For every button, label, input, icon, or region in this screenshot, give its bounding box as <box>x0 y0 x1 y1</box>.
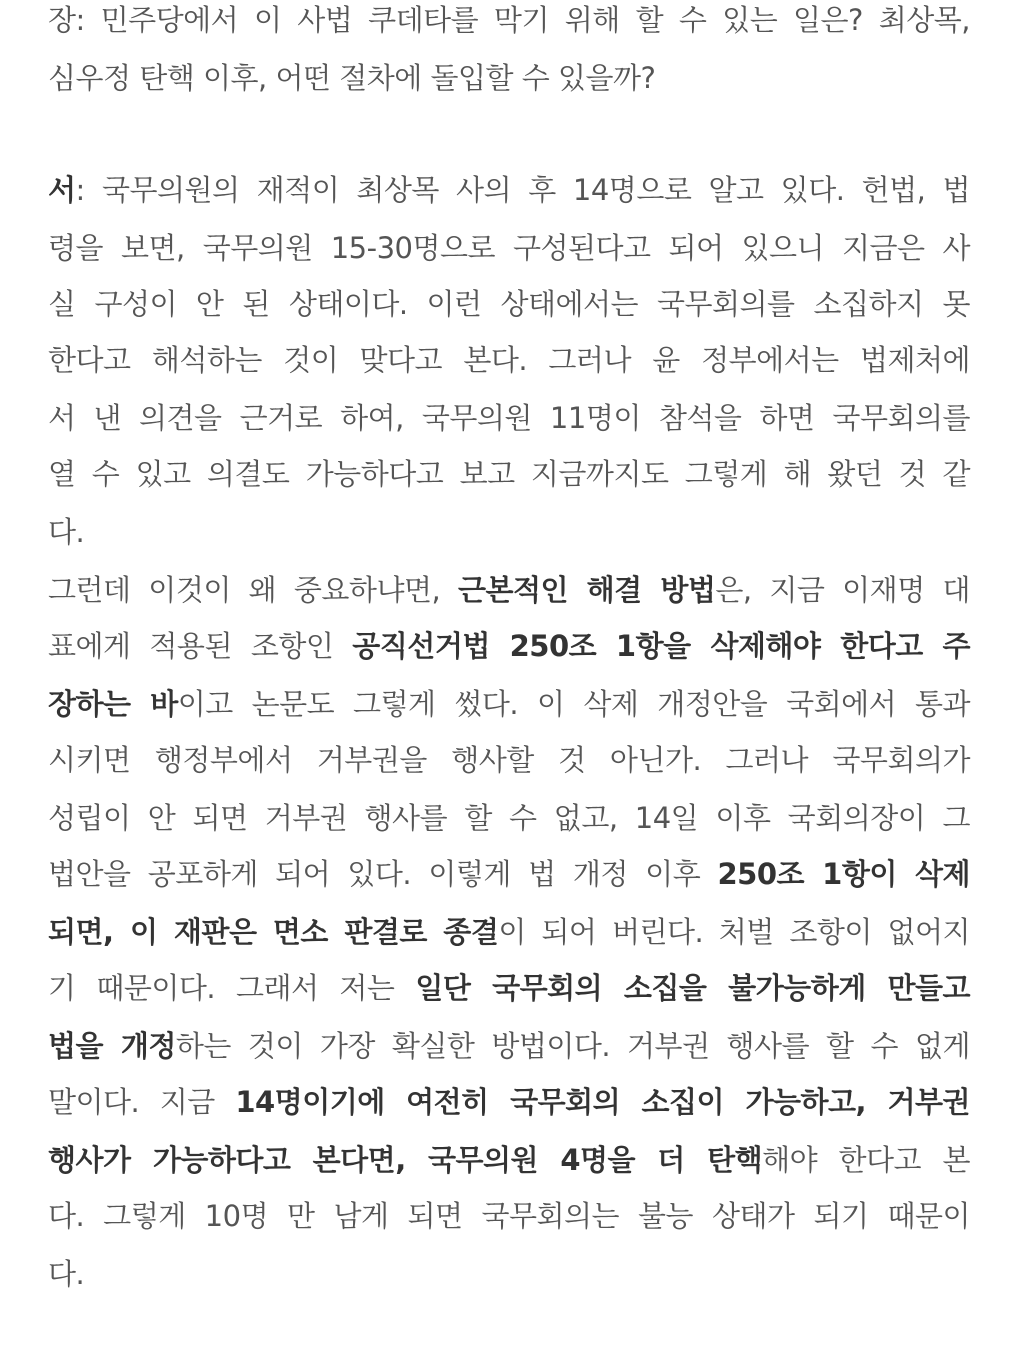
answer-line-7: 다. <box>48 515 85 549</box>
emphasis-text: 되면, 이 재판은 면소 판결로 종결 <box>48 915 499 949</box>
emphasis-text: 장하는 바 <box>48 687 178 721</box>
answer-line-3: 실 구성이 안 된 상태이다. 이런 상태에서는 국무회의를 소집하지 못 <box>48 287 970 321</box>
p2-line-5: 성립이 안 되면 거부권 행사를 할 수 없고, 14일 이후 국회의장이 그 <box>48 801 970 835</box>
emphasis-text: 행사가 가능하다고 본다면, 국무의원 4명을 더 탄핵 <box>48 1143 763 1177</box>
answer-speaker: 서 <box>48 173 76 207</box>
answer-line-5: 서 낸 의견을 근거로 하여, 국무의원 11명이 참석을 하면 국무회의를 <box>48 401 970 435</box>
emphasis-text: 공직선거법 250조 1항을 삭제해야 한다고 주 <box>352 629 971 663</box>
answer-line-4: 한다고 해석하는 것이 맞다고 본다. 그러나 윤 정부에서는 법제처에 <box>48 343 970 377</box>
p2-line-11: 행사가 가능하다고 본다면, 국무의원 4명을 더 탄핵해야 한다고 본 <box>48 1143 970 1177</box>
emphasis-text: 14명이기에 여전히 국무회의 소집이 가능하고, 거부권 <box>235 1085 970 1119</box>
p2-line-8: 기 때문이다. 그래서 저는 일단 국무회의 소집을 불가능하게 만들고 <box>48 971 971 1005</box>
answer-line-2: 령을 보면, 국무의원 15-30명으로 구성된다고 되어 있으니 지금은 사 <box>48 231 970 265</box>
emphasis-text: 250조 1항이 삭제 <box>717 857 971 891</box>
p2-line-9: 법을 개정하는 것이 가장 확실한 방법이다. 거부권 행사를 할 수 없게 <box>48 1029 970 1063</box>
question-line-2: 심우정 탄핵 이후, 어떤 절차에 돌입할 수 있을까? <box>48 61 656 95</box>
answer-line-1: 서: 국무의원의 재적이 최상목 사의 후 14명으로 알고 있다. 헌법, 법 <box>48 173 970 207</box>
emphasis-text: 근본적인 해결 방법 <box>457 573 716 607</box>
p2-line-7: 되면, 이 재판은 면소 판결로 종결이 되어 버린다. 처벌 조항이 없어지 <box>48 915 970 949</box>
p2-line-3: 장하는 바이고 논문도 그렇게 썼다. 이 삭제 개정안을 국회에서 통과 <box>48 687 970 721</box>
p2-line-4: 시키면 행정부에서 거부권을 행사할 것 아닌가. 그러나 국무회의가 <box>48 743 970 777</box>
p2-line-13: 다. <box>48 1257 85 1291</box>
p2-line-10: 말이다. 지금 14명이기에 여전히 국무회의 소집이 가능하고, 거부권 <box>48 1085 970 1119</box>
p2-line-12: 다. 그렇게 10명 만 남게 되면 국무회의는 불능 상태가 되기 때문이 <box>48 1199 970 1233</box>
question-line-1: 장: 민주당에서 이 사법 쿠데타를 막기 위해 할 수 있는 일은? 최상목, <box>48 3 970 37</box>
answer-line-6: 열 수 있고 의결도 가능하다고 보고 지금까지도 그렇게 해 왔던 것 같 <box>48 457 970 491</box>
question-speaker: 장 <box>48 3 76 37</box>
emphasis-text: 법을 개정 <box>48 1029 176 1063</box>
p2-line-1: 그런데 이것이 왜 중요하냐면, 근본적인 해결 방법은, 지금 이재명 대 <box>48 573 970 607</box>
p2-line-2: 표에게 적용된 조항인 공직선거법 250조 1항을 삭제해야 한다고 주 <box>48 629 971 663</box>
p2-line-6: 법안을 공포하게 되어 있다. 이렇게 법 개정 이후 250조 1항이 삭제 <box>48 857 971 891</box>
emphasis-text: 일단 국무회의 소집을 불가능하게 만들고 <box>415 971 971 1005</box>
